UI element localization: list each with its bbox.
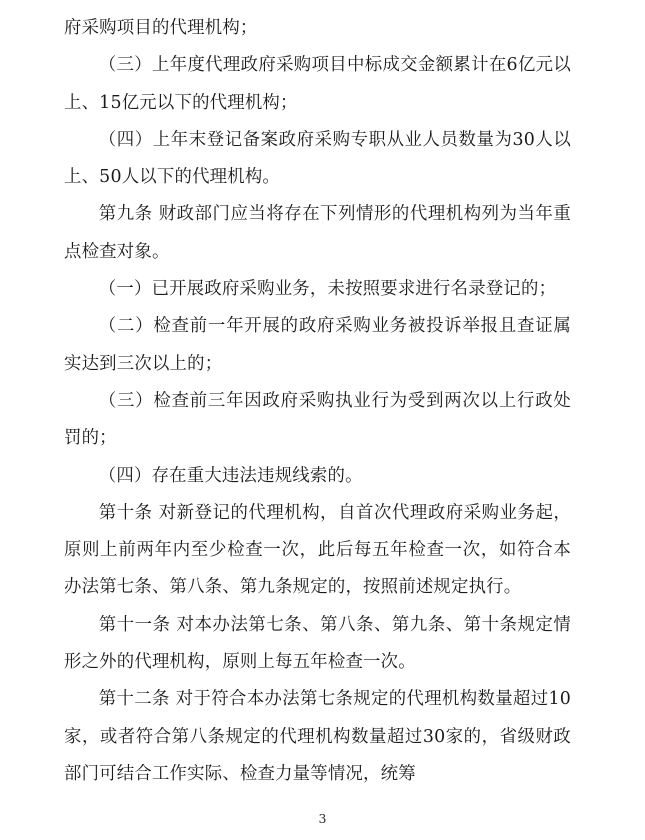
- paragraph: 第十一条 对本办法第七条、第八条、第九条、第十条规定情形之外的代理机构，原则上每五年检查一次。: [64, 614, 571, 673]
- document-text-body: [64, 10, 571, 793]
- paragraph: （四）上年末登记备案政府采购专职从业人员数量为30人以上、50人以下的代理机构。: [64, 129, 571, 188]
- paragraph: （二）检查前一年开展的政府采购业务被投诉举报且查证属实达到三次以上的；: [64, 316, 571, 374]
- paragraph: 第十条 对新登记的代理机构，自首次代理政府采购业务起，原则上前两年内至少检查一次，此后每五年检查一次，如符合本办法第七条、第八条、第九条规定的，按照前述规定执行。: [64, 502, 571, 598]
- paragraph: （三）检查前三年因政府采购执业行为受到两次以上行政处罚的；: [64, 390, 571, 449]
- paragraph: （一）已开展政府采购业务，未按照要求进行名录登记的；: [98, 279, 557, 300]
- paragraph: （三）上年度代理政府采购项目中标成交金额累计在6亿元以上、15亿元以下的代理机构；: [64, 55, 571, 113]
- page-number: 3: [318, 811, 327, 826]
- paragraph: 第九条 财政部门应当将存在下列情形的代理机构列为当年重点检查对象。: [64, 204, 571, 262]
- paragraph: 第十二条 对于符合本办法第七条规定的代理机构数量超过10家，或者符合第八条规定的代理机构数量超过30家的，省级财政部门可结合工作实际、检查力量等情况，统筹: [64, 689, 571, 784]
- paragraph: 府采购项目的代理机构；: [64, 18, 258, 38]
- paragraph: （四）存在重大违法违规线索的。: [98, 465, 363, 486]
